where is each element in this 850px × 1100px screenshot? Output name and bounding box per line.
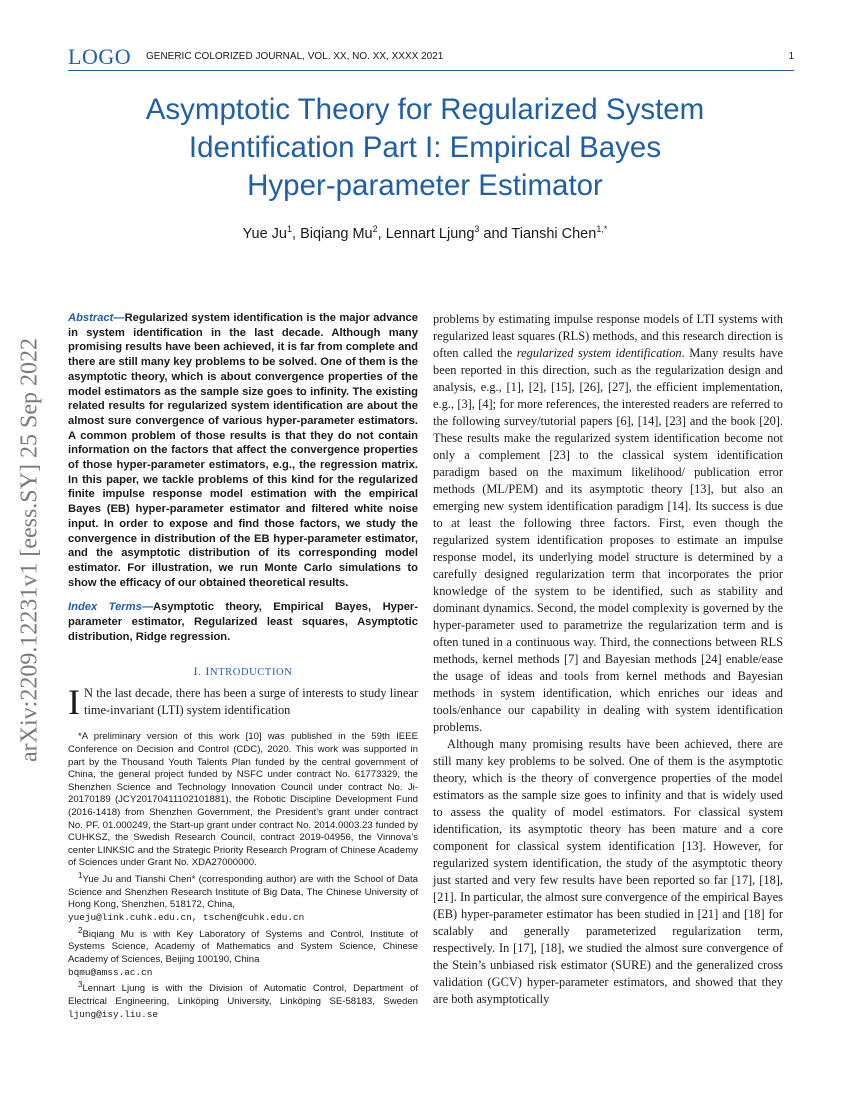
author-separator: , bbox=[292, 225, 301, 242]
author-affiliation-mark: 1,* bbox=[596, 224, 608, 234]
email-link[interactable]: yueju@link.cuhk.edu.cn, tschen@cuhk.edu.cn bbox=[68, 911, 305, 923]
left-column bbox=[68, 311, 418, 1021]
footnote-mark: 2 bbox=[78, 925, 83, 935]
section-title-rest: NTRODUCTION bbox=[209, 667, 293, 679]
footnote-affiliation-3 bbox=[68, 979, 418, 1021]
arxiv-identifier: arXiv:2209.12231v1 [eess.SY] 25 Sep 2022 bbox=[16, 338, 43, 762]
index-terms-text: Asymptotic theory, Empirical Bayes, Hyper-parameter estimator, Regularized least squares, Asymptotic distribution, Ridge regression. bbox=[68, 601, 419, 643]
email-link[interactable]: bqmu@amss.ac.cn bbox=[68, 966, 153, 978]
intro-paragraph bbox=[68, 682, 418, 723]
body-paragraph bbox=[433, 311, 783, 736]
author-name: Lennart Ljung bbox=[385, 225, 475, 242]
section-number: I. bbox=[193, 664, 206, 679]
author-affiliation-mark: 1 bbox=[287, 224, 293, 234]
journal-info: GENERIC COLORIZED JOURNAL, VOL. XX, NO. XX, XXXX 2021 bbox=[146, 51, 444, 62]
footnote-affiliation-2 bbox=[68, 925, 418, 980]
title-line-1: Asymptotic Theory for Regularized System bbox=[145, 93, 705, 126]
page-header bbox=[68, 44, 794, 70]
footnote-affiliation-1 bbox=[68, 870, 418, 925]
header-rule bbox=[68, 70, 794, 71]
abstract-text: Regularized system identification is the major advance in system identification in the last decade. Although many promising results have been achieved, it is far from complete and there are still many key problems to be solved. One of them is the asymptotic theory, which is about convergence properties of the model estimators as the sample size goes to infinity. The existing related results for regularized system identification are about the almost sure convergence of various hyper-parameter estimators. A common problem of those results is that they do not contain information on the factors that affect the convergence properties of those hyper-parameter estimators, e.g., the regression matrix. In this paper, we tackle problems of this kind for the regularized finite impulse response model estimation with the empirical Bayes (EB) hyper-parameter estimator and filtered white noise input. In order to expose and find those factors, we study the convergence in distribution of the EB hyper-parameter estimator, and the asymptotic distribution of its corresponding model estimator. For illustration, we run Monte Carlo simulations to show the efficacy of our obtained theoretical results. bbox=[68, 312, 418, 589]
author-separator: , bbox=[377, 225, 386, 242]
arxiv-watermark bbox=[0, 290, 60, 810]
intro-text: N the last decade, there has been a surge of interests to study linear time-invariant (LTI) system identification bbox=[84, 686, 418, 718]
abstract-label: Abstract— bbox=[68, 312, 125, 324]
title-line-3: Hyper-parameter Estimator bbox=[247, 169, 603, 202]
footnote-mark: 1 bbox=[78, 871, 83, 880]
author-name: Biqiang Mu bbox=[300, 225, 373, 242]
author-affiliation-mark: 3 bbox=[474, 224, 480, 234]
right-column bbox=[433, 311, 783, 1008]
footnote-text: Yue Ju and Tianshi Chen* (corresponding author) are with the School of Data Science and Shenzhen Research Institute of Big Data, The Chinese University of Hong Kong, Shenzhen, 518172, China, bbox=[68, 874, 418, 911]
footnote-mark: 3 bbox=[78, 980, 83, 990]
email-link[interactable]: ljung@isy.liu.se bbox=[68, 1008, 159, 1020]
body-emphasis: regularized system identification bbox=[516, 346, 682, 360]
author-name: Tianshi Chen bbox=[511, 225, 597, 242]
body-paragraph: Although many promising results have been achieved, there are still many key problems to be solved. One of them is the asymptotic theory, which is the theory of convergence properties of the model estimators as the sample size goes to infinity and that is widely used to assess the quality of model estimators. For classical system identification, its asymptotic theory has been mature and a core component for classical system identification [13]. However, for regularized system identification, the study of the asymptotic theory just started and very few results have been reported so far [17], [18], [21]. In particular, the almost sure convergence of the empirical Bayes (EB) hyper-parameter estimator has been studied in [21] and [18] for scalably and generally parameterized regularization term, respectively. In [17], [18], we studied the almost sure convergence of the Stein’s unbiased risk estimator (SURE) and the generalized cross validation (GCV) hyper-parameter estimators, and showed that they are both asymptotically bbox=[433, 737, 783, 1006]
drop-cap: I bbox=[68, 682, 80, 723]
footnote-text: Lennart Ljung is with the Division of Automatic Control, Department of Electrical Engineering, Linköping University, Linköping SE-58183, Sweden bbox=[68, 983, 418, 1007]
author-list bbox=[68, 224, 782, 242]
title-line-2: Identification Part I: Empirical Bayes bbox=[188, 131, 662, 164]
index-terms-label: Index Terms— bbox=[68, 601, 154, 614]
author-name: Yue Ju bbox=[242, 225, 287, 242]
body-text: problems by estimating impulse response models of LTI systems with regularized least squares (RLS) methods, and this research direction is often called the bbox=[433, 312, 783, 360]
footnote-text: Biqiang Mu is with Key Laboratory of Systems and Control, Institute of Systems Science, Academy of Mathematics and System Science, Chinese Academy of Sciences, Beijing 100190, China bbox=[68, 928, 418, 965]
section-title-initial: I bbox=[205, 664, 210, 679]
page-number: 1 bbox=[788, 51, 794, 62]
paper-title bbox=[68, 91, 782, 205]
index-terms bbox=[68, 600, 418, 644]
author-affiliation-mark: 2 bbox=[372, 224, 378, 234]
journal-logo: LOGO bbox=[68, 44, 132, 69]
author-separator: and bbox=[479, 225, 512, 242]
section-heading bbox=[68, 664, 418, 679]
body-text: . Many results have been reported in this direction, such as the regularization design and analysis, e.g., [1], [2], [15], [26], [27], the efficient implementation, e.g., [3], [4]; for more references, the interested readers are referred to the following survey/tutorial papers [6], [14], [23] and the book [20]. These results make the regularized system identification become not only a complement [23] to the classical system identification paradigm based on the maximum likelihood/ publication error methods (ML/PEM) and its asymptotic theory [13], but also an emerging new system identification paradigm [14]. Its success is due to at least the following three factors. First, even though the regularized system identification proposes to estimate an impulse response model, its underlying model structure is determined by a carefully designed regularization term that incorporates the prior knowledge of the system to be identified, such as stability and dominant dynamics. Second, the model complexity is governed by the hyper-parameter used to parametrize the regularization term and is often tuned in a continuous way. Third, the connections between RLS methods, kernel methods [7] and Bayesian methods [24] enable/ease the usage of ideas and tools from kernel methods and Bayesian methods in system identification, which enriches our ideas and tools/enhance our capability in dealing with system identification problems. bbox=[433, 346, 783, 734]
footnote-funding: *A preliminary version of this work [10] was published in the 59th IEEE Conference on Decision and Control (CDC), 2020. This work was supported in part by the Thousand Youth Talents Plan funded by the central government of China, the general project funded by NSFC under contract No. 61773329, the Shenzhen Science and Technology Innovation Council under contract No. Ji-20170189 (JCY20170411102101881), the Robotic Discipline Development Fund (2016-1418) from Shenzhen Government, the President’s grant under contract No. PF. 01.000249, the Start-up grant under contract No. 2014.0003.23 funded by CUHKSZ, the Swedish Research Council, contract 2019-04956, the Vinnova’s center LINKSIC and the Strategic Priority Research Program of Chinese Academy of Sciences under Grant No. XDA27000000. bbox=[68, 731, 418, 869]
abstract bbox=[68, 311, 418, 590]
footnotes bbox=[68, 731, 418, 1021]
